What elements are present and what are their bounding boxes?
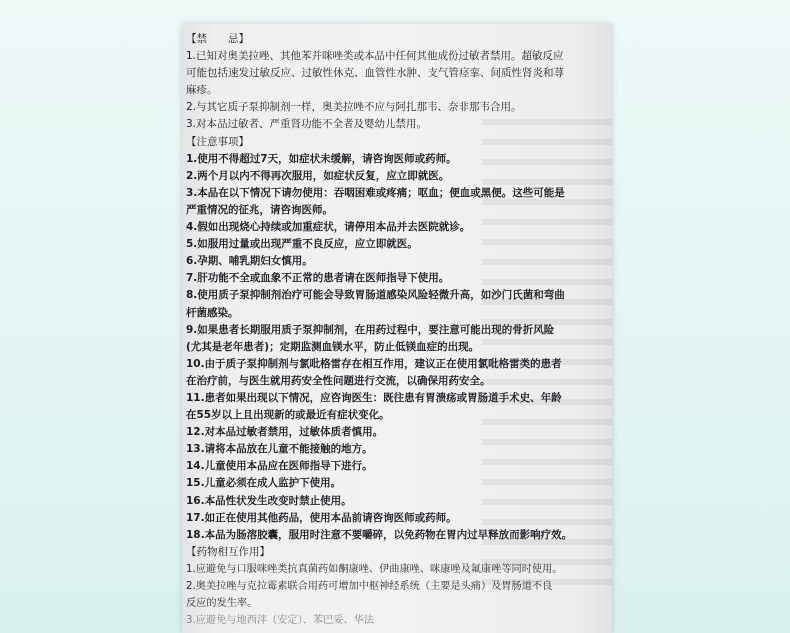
precaution-line: 11.患者如果出现以下情况，应咨询医生：既往患有胃溃疡或胃肠道手术史、年龄 [186, 391, 562, 404]
contraindication-line: 2.与其它质子泵抑制剂一样，奥美拉唑不应与阿扎那韦、奈非那韦合用。 [186, 101, 522, 114]
precaution-line: 18.本品为肠溶胶囊，服用时注意不要嚼碎，以免药物在胃内过早释放而影响疗效。 [186, 528, 573, 541]
interactions-list [186, 561, 610, 629]
precaution-line: 杆菌感染。 [186, 306, 239, 319]
precaution-line: 8.使用质子泵抑制剂治疗可能会导致胃肠道感染风险轻微升高，如沙门氏菌和弯曲 [186, 289, 565, 302]
precaution-line: 15.儿童必须在成人监护下使用。 [186, 477, 342, 490]
precaution-line: 4.假如出现烧心持续或加重症状，请停用本品并去医院就诊。 [186, 221, 471, 234]
precaution-line: 3.本品在以下情况下请勿使用：吞咽困难或疼痛；呕血；便血或黑便。这些可能是 [186, 186, 565, 199]
contraindication-line: 1.已知对奥美拉唑、其他苯并咪唑类或本品中任何其他成份过敏者禁用。超敏反应 [186, 50, 564, 63]
precaution-line: 6.孕期、哺乳期妇女慎用。 [186, 255, 313, 268]
precaution-line: (尤其是老年患者)；定期监测血镁水平，防止低镁血症的出现。 [186, 340, 480, 353]
precaution-line: 13.请将本品放在儿童不能接触的地方。 [186, 443, 373, 456]
interactions-heading: 【药物相互作用】 [186, 545, 270, 558]
interaction-line: 反应的发生率。 [186, 598, 258, 610]
precaution-line: 14.儿童使用本品应在医师指导下进行。 [186, 460, 373, 473]
contraindications-heading: 【禁 忌】 [186, 33, 249, 45]
precaution-line: 在55岁以上且出现新的或最近有症状变化。 [186, 409, 390, 422]
precautions-heading: 【注意事项】 [186, 135, 249, 148]
precaution-line: 9.如果患者长期服用质子泵抑制剂，在用药过程中，要注意可能出现的骨折风险 [186, 323, 555, 336]
precaution-line: 严重情况的征兆，请咨询医师。 [186, 203, 333, 216]
precaution-line: 1.使用不得超过7天，如症状未缓解，请咨询医师或药师。 [186, 152, 457, 165]
precaution-line: 17.如正在使用其他药品，使用本品前请咨询医师或药师。 [186, 511, 457, 524]
contraindications-list [186, 48, 610, 133]
precaution-line: 在治疗前，与医生就用药安全性问题进行交流，以确保用药安全。 [186, 374, 491, 387]
precaution-line: 7.肝功能不全或血象不正常的患者请在医师指导下使用。 [186, 272, 450, 285]
contraindication-line: 可能包括速发过敏反应、过敏性休克、血管性水肿、支气管痉挛、间质性肾炎和荨 [186, 67, 564, 80]
interaction-line: 1.应避免与口服咪唑类抗真菌药如酮康唑、伊曲康唑、咪康唑及氟康唑等同时使用。 [186, 563, 563, 575]
precaution-line: 5.如服用过量或出现严重不良反应，应立即就医。 [186, 238, 418, 251]
precaution-line: 16.本品性状发生改变时禁止使用。 [186, 494, 352, 507]
precaution-line: 2.两个月以内不得再次服用，如症状反复，应立即就医。 [186, 169, 450, 182]
contraindication-line: 麻疹。 [186, 84, 218, 97]
precautions-list [186, 151, 610, 544]
interaction-line: 2.奥美拉唑与克拉霉素联合用药可增加中枢神经系统（主要是头痛）及胃肠道不良 [186, 581, 553, 592]
document-content [186, 31, 610, 629]
interaction-line: 3.应避免与地西泮（安定）、苯巴妥、华法 [186, 615, 374, 627]
contraindication-line: 3.对本品过敏者、严重肾功能不全者及婴幼儿禁用。 [186, 118, 428, 131]
document-page [182, 24, 612, 633]
precaution-line: 12.对本品过敏者禁用，过敏体质者慎用。 [186, 426, 384, 439]
precaution-line: 10.由于质子泵抑制剂与氯吡格雷存在相互作用，建议正在使用氯吡格雷类的患者 [186, 357, 562, 370]
